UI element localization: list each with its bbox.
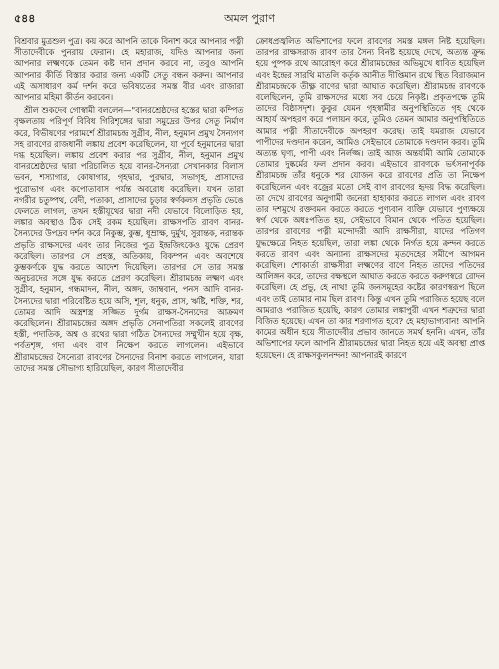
text-columns [14, 36, 485, 662]
page-number: ৫৪৪ [14, 12, 36, 25]
paragraph: শ্রীল শুকদেব গোস্বামী বললেন—"বানরশ্রেষ্ঠদের হস্তের দ্বারা কম্পিত বৃক্ষলতায় পরিপূর্ণ বিবিধ গিরিশৃঙ্গের দ্বারা সমুদ্রের উপর সেতু নির্মাণ করে, বিভীষণের পরামর্শে শ্রীরামচন্দ্র সুগ্রীব, নীল, হনুমান প্রমুখ সৈন্যগণ সহ রাবণের রাজধানী লঙ্কায় প্রবেশ করেছিলেন, যা পূর্বে হনুমানের দ্বারা দগ্ধ হয়েছিল। লঙ্কায় প্রবেশ করার পর সুগ্রীব, নীল, হনুমান প্রমুখ বানরশ্রেষ্ঠদের দ্বারা পরিচালিত হয়ে বানর-সৈন্যরা সেখানকার বিলাস ভবন, শস্যাগার, কোষাগার, গৃহদ্বার, পুরদ্বার, সভাগৃহ, প্রাসাদের পুরোভাগ এবং কপোতাবাস পর্যন্ত অবরোধ করেছিল। যখন তারা নগরীর চতুষ্পথ, বেদী, পতাকা, প্রাসাদের চূড়ার স্বর্ণকলস প্রভৃতি ভেঙে ফেলতে লাগল, তখন হস্তীযূথের দ্বারা নদী যেভাবে বিলোড়িত হয়, লঙ্কার অবস্থাও ঠিক সেই রকম হয়েছিল। রাক্ষসপতি রাবণ বানর-সৈন্যদের উপদ্রব দর্শন করে নিকুম্ভ, কুম্ভ, ধূম্রাক্ষ, দুর্মুখ, সুরান্তক, নরান্তক প্রভৃতি রাক্ষসদের এবং তার নিজের পুত্র ইন্দ্রজিৎকেও যুদ্ধে প্রেরণ করেছিল। তারপর সে প্রহস্ত, অতিকায়, বিকম্পন এবং অবশেষে কুম্ভকর্ণকে যুদ্ধ করতে আদেশ দিয়েছিল। তারপর সে তার সমস্ত অনুচরদের সঙ্গে যুদ্ধ করতে প্রেরণ করেছিল। শ্রীরামচন্দ্র লক্ষ্মণ এবং সুগ্রীব, হনুমান, গন্ধমাদন, নীল, অঙ্গদ, জাম্ববান, পনস আদি বানর-সৈন্যদের দ্বারা পরিবেষ্টিত হয়ে অসি, শূল, ধনুক, প্রাস, ঋষ্টি, শক্তি, শর, তোমর আদি অস্ত্রশস্ত্র সজ্জিত দুর্গম রাক্ষস-সৈন্যদের আক্রমণ করেছিলেন। শ্রীরামচন্দ্রের অঙ্গদ প্রভৃতি সেনাপতিরা সকলেই রাবণের হস্তী, পদাতিক, অশ্ব ও রথের দ্বারা গঠিত সৈন্যদের সম্মুখীন হয়ে বৃক্ষ, পর্বতশৃঙ্গ, গদা এবং বাণ নিক্ষেপ করতে লাগলেন। এইভাবে শ্রীরামচন্দ্রের সৈন্যেরা রাবণের সৈন্যদের বিনাশ করতে লাগলেন, যারা তাদের সমস্ত সৌভাগ্য হারিয়েছিল, কারণ সীতাদেবীর [14, 105, 244, 373]
right-column [256, 36, 486, 662]
paragraph: ক্রোধপ্রজ্বলিত অভিশাপের ফলে রাবণের সমস্ত মঙ্গল নিষ্ট হয়েছিল। তারপর রাক্ষসরাজ রাবণ তার সৈন্য বিনষ্ট হয়েছে দেখে, অত্যন্ত ক্রুদ্ধ হয়ে পুষ্পক রথে আরোহণ করে শ্রীরামচন্দ্রের অভিমুখে ধাবিত হয়েছিল এবং ইন্দ্রের সারথি মাতলি কর্তৃক আনীত দীপ্তিমান রথে স্থিত বিরাজমান শ্রীরামচন্দ্রকে তীক্ষ্ণ বাণের দ্বারা আঘাত করেছিল। শ্রীরামচন্দ্র রাবণকে বলেছিলেন, তুমি রাক্ষসদের মধ্যে সব চেয়ে নিকৃষ্ট। প্রকৃতপক্ষে তুমি তাদের বিষ্ঠাসদৃশ। কুকুর যেমন গৃহস্বামীর অনুপস্থিতিতে গৃহ থেকে আহার্য অপহরণ করে পলায়ন করে, তুমিও তেমন আমার অনুপস্থিতিতে আমার পত্নী সীতাদেবীকে অপহরণ করেছ। তাই যমরাজ যেভাবে পাপীদের দণ্ডদান করেন, আমিও সেইভাবে তোমাকে দণ্ডদান করব। তুমি অত্যন্ত ঘৃণ্য, পাপী এবং নির্লজ্জ। তাই আজ অন্তর্যামী আমি তোমাকে তোমার দুষ্কর্মের ফল প্রদান করব। এইভাবে রাবণকে ভর্ৎসনাপূর্বক শ্রীরামচন্দ্র তাঁর ধনুকে শর যোজন করে রাবণের প্রতি তা নিক্ষেপ করেছিলেন এবং বজ্রের মতো সেই বাণ রাবণের হৃদয় বিদ্ধ করেছিল। তা দেখে রাবণের অনুগামী জনেরা হাহাকার করতে লাগল এবং রাবণ তার দশমুখে রক্তবমন করতে করতে পুণ্যবান ব্যক্তি যেভাবে পুণ্যক্ষয়ে স্বর্গ থেকে অধঃপতিত হয়, সেইভাবে বিমান থেকে পতিত হয়েছিল। তারপর রাবণের পত্নী মন্দোদরী আদি রাক্ষসীরা, যাদের পতিগণ যুদ্ধক্ষেত্রে নিহত হয়েছিল, তারা লঙ্কা থেকে নির্গত হয়ে ক্রন্দন করতে করতে রাবণ এবং অন্যান্য রাক্ষসদের মৃতদেহের সমীপে আগমন করেছিল। শোকার্তা রাক্ষসীরা লক্ষ্মণের বাণে নিহত তাদের পতিদের আলিঙ্গন করে, তাদের বক্ষস্থলে আঘাত করতে করতে করুণস্বরে রোদন করেছিল। হে প্রভু, হে নাথ! তুমি জনসমূহের কষ্টের কারণস্বরূপ ছিলে এবং তাই তোমার নাম ছিল রাবণ। কিন্তু এখন তুমি পরাজিত হয়েছ বলে আমরাও পরাজিত হয়েছি, কারণ তোমার লঙ্কাপুরী এখন শত্রুদের দ্বারা বিজিত হয়েছে। এখন তা কার শরণাগত হবে? হে মহাভাগ্যবান! আপনি কামের অধীন হয়ে সীতাদেবীর প্রভাব জানতে সমর্থ হননি। এখন, তাঁর অভিশাপের ফলে আপনি শ্রীরামচন্দ্রের দ্বারা নিহত হয়ে এই অবস্থা প্রাপ্ত হয়েছেন। হে রাক্ষসকুলনন্দন! আপনারই কারণে [255, 36, 485, 360]
left-column [14, 36, 244, 662]
running-head: অমল পুরাণ [224, 12, 275, 25]
paragraph: বিশ্রবার মুত্রশুল পুত্র। কয় করে আপনি তাকে বিনাশ করে আপনার পত্নী সীতাদেবীকে পুনরায় ফেরান। হে মহারাজ, যদিও আপনার জন্য আপনার লক্ষ্মণকে তেমন কষ্ট দান প্রদান করবে না, তবুও আপনি আপনার কীর্তি বিস্তার করার জন্য একটি সেতু বন্ধন করুন। আপনার এই অসাধারণ কর্ম দর্শন করে ভবিষ্যতের সমস্ত বীর এবং রাজারা আপনার মহিমা কীর্তন করবেন। [14, 36, 244, 103]
